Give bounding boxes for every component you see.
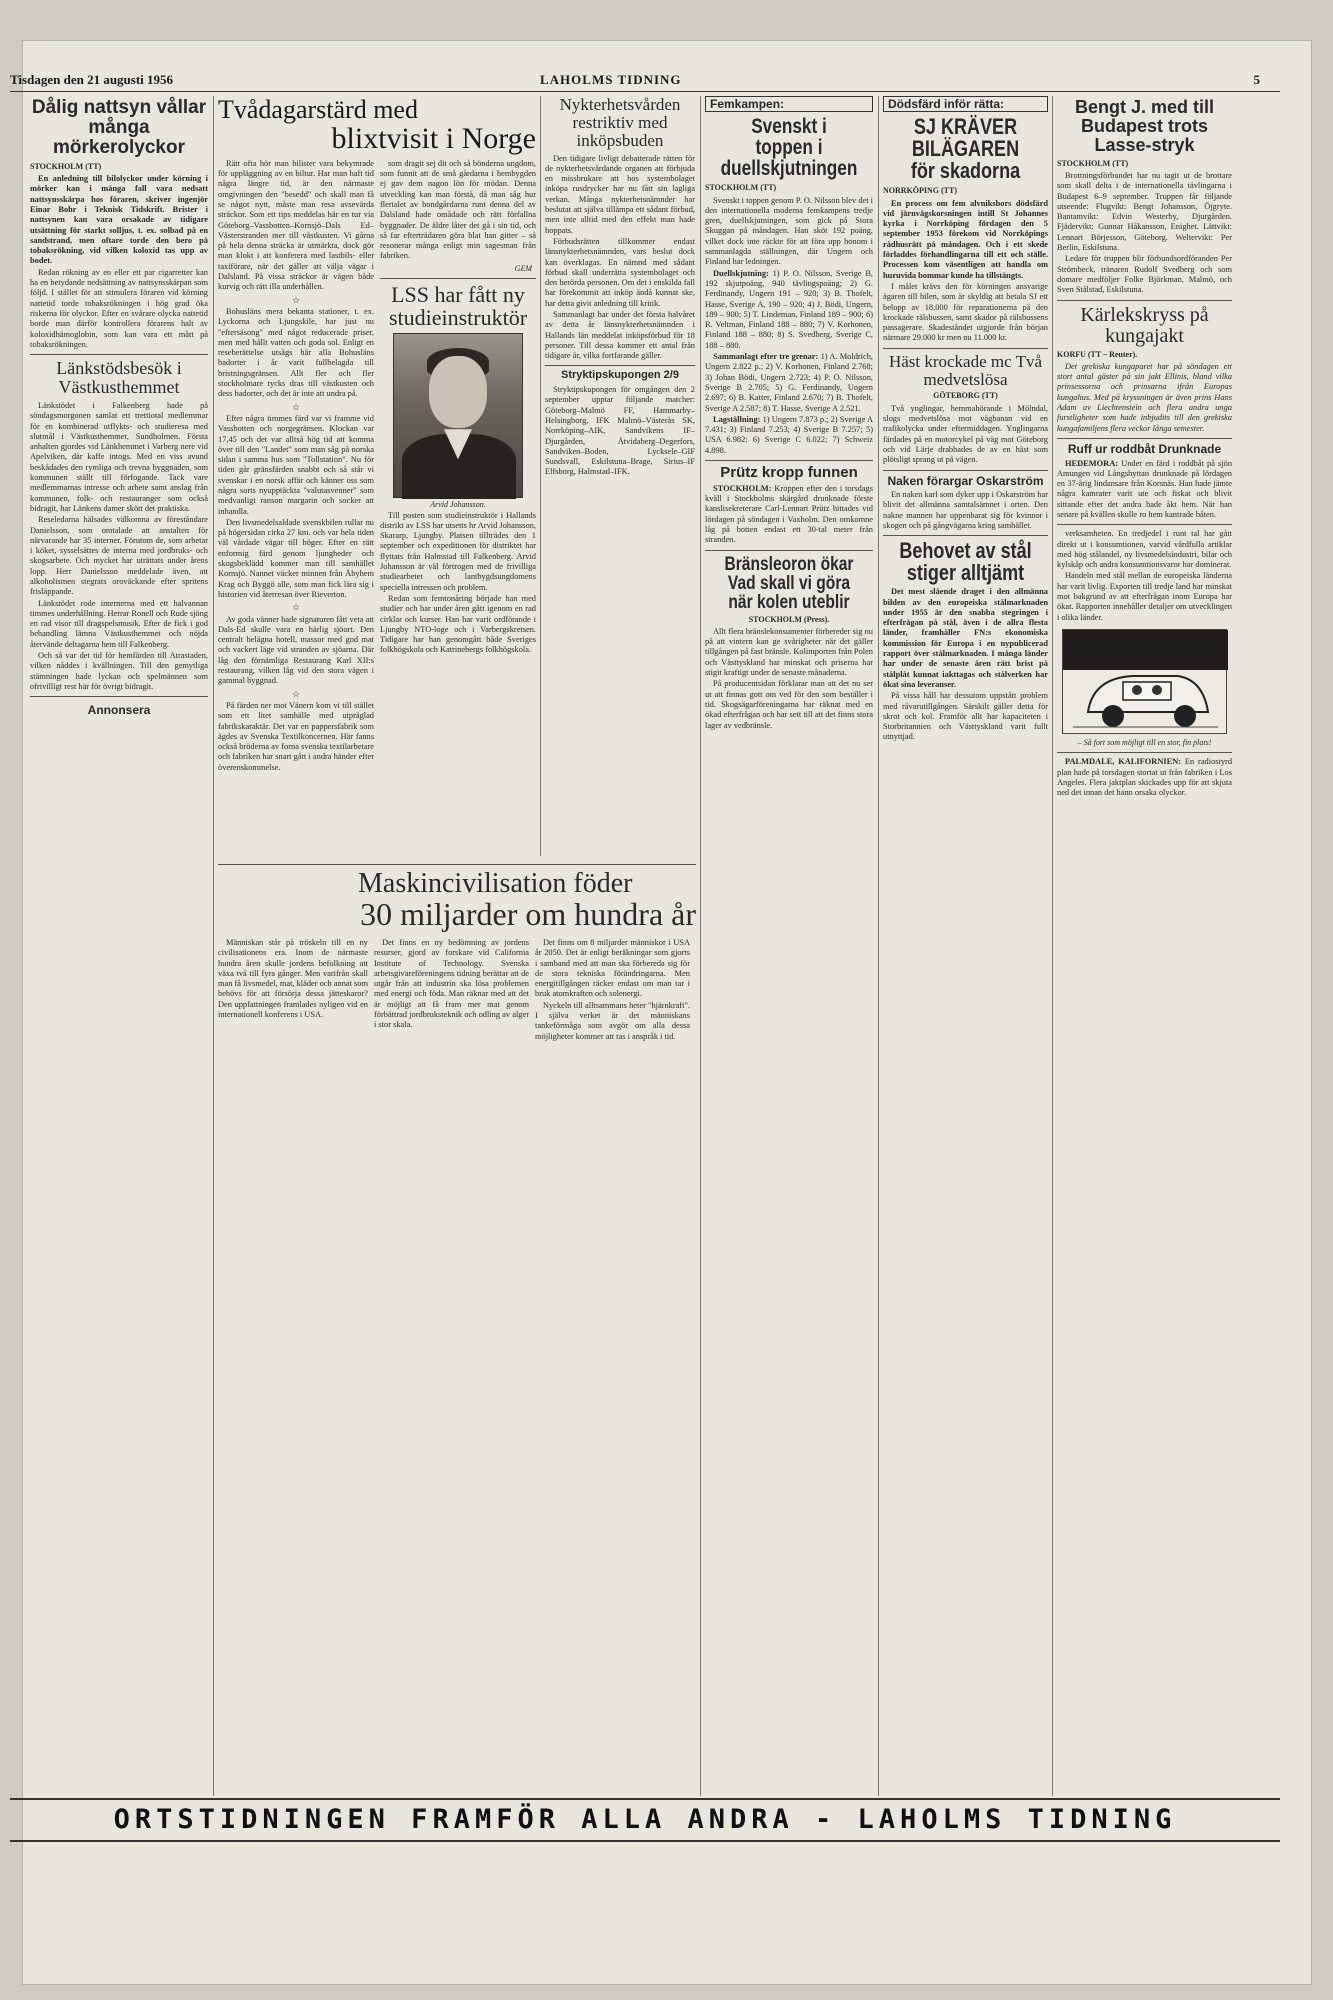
article-headline: LSS har fått ny studieinstruktör: [388, 282, 528, 331]
article-headline: Tvådagarstärd med: [218, 96, 418, 124]
article-body: Två ynglingar, hemmahörande i Mölndal, slogs medvetslösa mot vägbanan vid en trafikolycka under eftermiddagen. Ynglingarna färdades på en motorcykel på väg mot Göteborg och vid Lärje drabbades de av en häst som plötsligt sprang ut på vägen.: [883, 403, 1048, 465]
article-body: En radiostyrd plan hade på torsdagen stortat ut från fabriken i Los Angeles. Flera jaktplan skickades upp för att skjuta ned det innan det hann orsaka olyckor.: [1057, 757, 1232, 798]
article-body: Brottningsförbundet har nu tagit ut de brottare som skall delta i de internationella tävlingarna i Budapest 6–9 september. Truppen får följande utseende: Flugvikt: Bengt Johansson, Öjgryte. Bantamvikt: Edvin Westerby, Djurgården. Fjädervikt: Gunnar Håkansson, Enighet. Lättvikt: Lennart Börjesson, Göteborg. Weltervikt: Per Berlin, Eskilstuna.: [1057, 170, 1232, 253]
divider: [1057, 524, 1232, 525]
article-body: Stryktipskupongen för omgången den 2 september upptar följande matcher: Göteborg–Malmö FF, Hammarby–Helsingborg, IFK Malmö–Västerås SK, Norrköping–AIK, Sandvikens IF–Djurgården, Åtvidaberg–Degerfors, Sandviken–Boden, Lycksele–GIF Sundsvall, Eskilstuna–Brage, Sirius–IF Elfsborg, Halmstad–IFK.: [545, 385, 695, 477]
article-headline: Naken förargar Oskarström: [887, 473, 1044, 488]
column-5: [883, 96, 1048, 1786]
divider: [218, 864, 696, 865]
column-6: [1057, 96, 1232, 1786]
issue-date: Tisdagen den 21 augusti 1956: [10, 72, 174, 87]
article-headline: Maskincivilisation föder: [358, 868, 633, 899]
article-body: Den livsmedelsaldade svenskbilen rullar nu på högersidan cirka 27 km. och var hela tiden väl vårdade vägar till höger. Efter en rätt enformig färd genom ljungheder och skogsbeklädd kommer man till samhället Kornsjö. Nannet väcker minnen från Åbyhem Krag och Byggö alle, som man fick lära sig i historien vid återresan över Rieverton.: [218, 517, 374, 599]
column-rule: [213, 96, 214, 1796]
article-headline: Stryktipskupongen 2/9: [561, 369, 679, 382]
article-body: En naken karl som dyker upp i Oskarström har blivit det allmänna samtalsämnet i orten. Den nakne mannen har uppenbarat sig för kvinnor i skogen och på gångvägarna kring samhället.: [883, 490, 1048, 530]
article-headline: Bengt J. med till Budapest trots Lasse-stryk: [1074, 97, 1215, 155]
results-text: 1) Ungern 7.873 p.; 2) Sverige A 7.431; 3) Finland 7.253; 4) Sverige B 7.257; 5) USA 6.982; 6) Sverige C 6.022; 7) Schweiz 4.898.: [705, 414, 873, 455]
article-body: Ledare för truppen blir förbundsordföranden Per Strömbeck, tränaren Rudolf Svedberg och som domare medföljer Folke Björkman, Malmö, och Sven Stålstad, Eskilstuna.: [1057, 254, 1232, 295]
car-cartoon: [1062, 629, 1227, 734]
article-kicker: Femkampen:: [705, 96, 873, 112]
article-byline: GÖTEBORG (TT): [933, 391, 998, 401]
article-byline: STOCKHOLM (TT): [1057, 158, 1129, 168]
article-body: Bohusläns mera bekanta stationer, t. ex. Lyckorna och Ljungskile, har just nu "eftersäsong" med något reducerade priser, men med hållt vatten och goda sol. Enligt en reseberättelse utsågs här alla Bohusläns badorter i år varit fullbelagda till bristningsgränsen. Allt fler och fler stockholmare tycks dras till västkusten och dess badorter, och det är inte att undra på.: [218, 306, 374, 399]
article-lead: En process om fem alvniksbors dödsfärd vid järnvägskorsningen intill St Johannes kyrka i Norrköping fördagen den 5 september 1953 förekom vid Norrköpings rådhusrätt på måndagen. Och i ett skede förladdes förhandlingarna till ett och ställe. Processen kom väsentligen att handla om huruvida bommar kunde ha tillstängts.: [883, 198, 1048, 280]
divider: [545, 365, 695, 366]
article-byline: STOCKHOLM (TT): [705, 183, 777, 193]
article-body: I målet krävs den för körningen ansvarige ägaren till bilen, som är skyldig att betala SJ ett belopp av 18.000 för reparationerna på den krockade rälsbussen, samt skador på rälsbussens passagerare. Skadeståndet utgjorde från början närmare 29.000 kr men nu 11.000 kr.: [883, 281, 1048, 343]
article-byline: NORRKÖPING (TT): [883, 186, 957, 196]
article-headline: Nykterhetsvården restriktiv med inköpsbuden: [559, 96, 681, 150]
article-body: Den tidigare livligt debatterade rätten för de nykterhetsvårdande organen att förbjuda en missbrukare att hos systembolaget inköpa rusdrycker har nu fått sin lagliga verkan. Många nykterhetsnämnder har beslutat att själva tillämpa ett sådant förbud, men inte alltid med den effekt man hade hoppats.: [545, 153, 695, 235]
divider: [883, 470, 1048, 471]
article-body: Efter några timmes färd var vi framme vid Vassbotten och norgegränsen. Klockan var 17,45 och det var alltså hög tid att komma över till den "Landet" som man såg på norska sidan i samma hus som "Tollstation". Nu för tiden går gränsfärden snabbt och så står vi svenskar i en norsk affär och känner oss som några sorts nyupptäckta "valutasvenner" som medvanligt ranson margarin och socker att inhandla.: [218, 413, 374, 516]
divider: [1057, 438, 1232, 439]
article-body: Allt flera bränslekonsumenter förbereder sig nu på att vintern kan ge svårigheter när det gäller tillgången på fast bränsle. Kolimporten från Polen och Västtyskland har minskat och priserna har stigit kraftigt under de senaste månaderna.: [705, 626, 873, 678]
article-body: Under en färd i roddbåt på sjön Amungen vid Långshyttan drunknade på lördagen en 37-årig lindansare från Korsnäs. Han hade jämte några kamrater varit ute och fiskat och blivit sittande efter det andra hade åkt hem. När han senare på kvällen skulle ro hem kantrade båten.: [1057, 458, 1232, 519]
article-body: Nyckeln till alltsammans heter "hjärnkraft". I själva verket är det människans tankeförmåga som avgör om alla dessa möjligheter kommer att tas i anspråk i tid.: [535, 1000, 690, 1041]
article-body: Det grekiska kungaparet har på söndagen ett stort antal gäster på sin jakt Ellinis, bland vilka prinsessorna och prinsarna ifrån Europas kungahus. Med på kryssningen är även prins Hans Adam av Liechtenstein och flera andra unga furstligheter som hade inbjudits till den grekiska kungafamiljens flera veckor långa semester.: [1057, 361, 1232, 433]
star-divider: ☆: [291, 602, 301, 613]
divider: [380, 278, 536, 279]
divider: [883, 348, 1048, 349]
star-divider: ☆: [291, 401, 301, 412]
article-kicker: Dödsfärd inför rätta:: [883, 96, 1048, 112]
results-heading: Duellskjutning:: [713, 268, 769, 278]
article-byline: STOCKHOLM:: [713, 483, 772, 493]
article-byline: STOCKHOLM (TT): [30, 161, 102, 171]
article-body: Av goda vänner hade signaturen fått veta att Dals-Ed skulle vara en härlig sjöort. Den centralt belägna hotell, massor med god mat och vackert läge vid stranden av sjöarna. Där låg den förnämliga Restaurang Karl XII:s restaurang, vilken låg vid den stora vägen i gammal byggnad.: [218, 614, 374, 686]
cartoon-caption: – Så fort som möjligt till en stor, fin plats!: [1077, 737, 1212, 747]
article-body: Länkstödet rode internerna med ett halvannan timmes underhållning. Herrar Ronell och Rude sjöng en rad visor till dragspelsmusik. Efter de fick i god behandling lämna Västkusthemmet och nöjda återvände deltagarna hem till Falkenberg.: [30, 598, 208, 649]
article-body: På färden ner mot Vänern kom vi till stället som ett litet samhälle med utpräglad fabrikskaraktär. Det var en pappersfabrik som ägdes av Svenska Textilkoncernen. Här fanns också bröderna av forna svenska textilarbetare och fabriken har snart gått i andra händer efter överenskommelse.: [218, 700, 374, 772]
divider: [30, 696, 208, 697]
article-headline: Häst krockade mc Två medvetslösa: [888, 351, 1043, 389]
article-body: Det finns om 8 miljarder människor i USA år 2050. Det är enligt beräkningar som gjorts i samband med att man ska förbereda sig för de stora tekniska förändringarna. Men energitillgången räcker endast om man tar i bruk atomkraften och solenergi.: [535, 937, 690, 999]
results-heading: Lagställning:: [713, 414, 761, 424]
announce-label: Annonsera: [87, 703, 151, 718]
article-lead: En anledning till bilolyckor under körning i mörker kan i många fall vara nedsatt nattsynsskärpa hos föraren, skriver ingenjör Einar Bohr i Teknisk Tidskrift. Brister i nattsynen kan vara orsakade av tidigare utsättning för starkt solljus, t. ex. solbad på en sandstrand, men oftare torde den bero på tobaksrökning, vid vilken koloxid tas upp av bodet.: [30, 174, 208, 266]
column-rule: [1052, 96, 1053, 1796]
article-byline: PALMDALE, KALIFORNIEN:: [1065, 757, 1182, 767]
article-body: Redan som femtonåring började han med studier och har under åren gått igenom en rad cirklar och kurser. Han har varit ordförande i Ljungby NTO-loge och i Varbergskretsen. Tidigare har han genomgått både Sveriges folkhögskola och Katrinebergs folkhögskola.: [380, 593, 536, 655]
article-byline: KORFU (TT – Reuter).: [1057, 349, 1138, 359]
photo-caption: Arvid Johansson.: [430, 500, 486, 510]
article-body: som dragit sej dit och så bönderna ungdom, som funnit att de små gårdarna i hembygden ej gav dem nagon lön för mödan. Denna utveckling kan man förstå, då man såg hur flertalet av bondgårdarna runt denna del av Dalsland hade omådade och rätt förfallna byggnader. De äldre låter det gå i sin tid, och så far efterträdaren göra blat han gitter – så resonerar många enligt min sagesman från fabriken.: [380, 158, 536, 261]
results-text: 1) P. O. Nilsson, Sverige B, 192 skjutpoäng, 940 tävlingspoäng; 2) G. Ferdinandy, Ungern 191 – 920; 3) B. Thofelt, Hasse, Sverige A, 190 – 920; 4) J. Bödi, Ungern, 189 – 900; 5) T. Lindeman, Finland 189 – 900; 6) R. Veltman, Finland 188 – 880; 7) V. Korhonen, Finland 188 – 880; 8) S. Svedberg, Sverige C, 188 – 880.: [705, 268, 873, 350]
article-headline: Kärlekskryss på kungajakt: [1080, 303, 1209, 347]
article-body: Svenskt i toppen genom P. O. Nilsson blev det i den internationella moderna femkampens tredje gren, duellskjutningen, som gick på Stora Skuggan på måndagen. Han sköt 192 poäng, vilket dock inte räckte för att föra upp honom i sammanlagda ställningen, där Ungern och Finland har ledningen.: [705, 195, 873, 267]
divider: [1057, 300, 1232, 301]
masthead: [10, 70, 1280, 92]
article-signature: GEM: [514, 263, 532, 273]
article-headline: Dålig nattsyn vållar många mörkerolyckor: [31, 97, 207, 158]
column-rule: [540, 96, 541, 856]
article-body: Kroppen efter den i torsdags kväll i Stockholms skärgård drunknade förste kanslisekreterare Carl-Lennart Prütz hittades vid lördagen på söndagen i Vaxholm. Den omkomne låg på botten endast ett 30-tal meter från stranden.: [705, 483, 873, 545]
column-rule: [700, 96, 701, 1796]
article-body: Handeln med stål mellan de europeiska länderna har varit livlig. Exporten till tredje land har minskat mot bakgrund av att efterfrågan inom Europa har ökat. Rapporten innehåller detaljer om utvecklingen i olika länder.: [1057, 571, 1232, 622]
results-heading: Sammanlagt efter tre grenar:: [713, 352, 819, 362]
article-headline: Svenskt i toppen i duellskjutningen: [720, 115, 858, 181]
article-body: På vissa håll har dessutom uppstått problem med råvarutillgången. Särskilt gäller detta för skrot och kol. Framför allt har kapaciteten i Storbritannien och Västtyskland varit fullt utnyttjad.: [883, 691, 1048, 742]
column-1: [30, 96, 208, 1786]
article-body: Det mest slående draget i den allmänna bilden av den europeiska stålmarknaden under 1955 är den snabba stegringen i efterfrågan på stål, även i de allra flesta länder, framhåller FN:s ekonomiska kommission för Europa i en nypublicerad rapport över stålmarknaden. I många länder har under de senaste åren rätt brist på stålplåt kunnat iakttagas och stålverken har ökat sina leveranser.: [883, 587, 1048, 689]
article-byline: STOCKHOLM (Press).: [748, 614, 830, 624]
star-divider: ☆: [291, 688, 301, 699]
paper-name: LAHOLMS TIDNING: [540, 72, 682, 87]
column-3: [545, 96, 695, 856]
article-headline: Behovet av stål stiger alltjämt: [899, 538, 1032, 586]
article-body: verksamheten. En tredjedel i runt tal har gått direkt ut i konsumtionen, varvid vårdfulla artiklar med hög stålandel, ny livsmedelsindustri, bilar och kylskåp och andra konsumtionsvaror har dominerat.: [1057, 529, 1232, 570]
article-headline: SJ KRÄVER BILÄGAREN för skadorna: [910, 114, 1021, 184]
results-text: 1) A. Moldrich, Ungern 2.822 p.; 2) V. Korhonen, Finland 2.768; 3) Johan Bödi, Ungern 2.723; 4) P. O. Nilsson, Sverige B 2.705; 5) G. Ferdinandy, Ungern 2.697; 6) B. Katter, Finland 2.670; 7) B. Thofelt, Sverige A 2.587; 8) T. Hasse, Sverige A 2.521.: [705, 352, 873, 413]
article-body: Och så var det tid för hemfärden till Atrastaden, vilken nåddes i kvällningen. Till den gemytliga stämningen hade lyckan och spelmännen som ofrivilligt rest här för övrigt bidragit.: [30, 651, 208, 691]
article-body: Redan rökning av en eller ett par cigarretter kan ha en betydande nedsättning av nattsynsskärpan som följd. I stället för att stimulera föraren vid körning nattetid torde tobaksrökningen i hög grad öka riskerna för olyckor. Efter en svårare olycka nattetid borde man därför kontrollera förarens halt av koloxidhämoglobin, som kan vara ett mått på tobaksrökningen.: [30, 267, 208, 349]
article-body: Reseledarna hälsades välkomna av föreståndare Danielsson, som omtalade att anstalten för närvarande har 35 interner. Förutom de, som arbetar i köket, sysselsättes de interna med jordbruks- och skogsarbete. Och mycket har uträttats under årens lopp. Herr Danielsson meddelade även, att alkoholismen stegrats oroväckande efter spritens frisläppande.: [30, 515, 208, 597]
article-headline: 30 miljarder om hundra år: [360, 896, 696, 933]
divider: [705, 460, 873, 461]
article-body: Till posten som studieinstruktör i Hallands distrikt av LSS har utsetts hr Arvid Johansson, Skararp, Ljungby. Platsen tillträdes den 1 september och expeditionen för distriktet har flyttats från Halmstad till Falkenberg. Arvid Johansson är väl förtrogen med de frivilliga studiearbetet och lantbygdsungdomens speciella intressen och problem.: [380, 510, 536, 592]
article-body: På producentsidan förklarar man att det nu ser ut att finnas gott om ved för den som beställer i tid. Skogsägarföreningarna har räknat med en ökad efterfrågan och har sett till att det finns stora lager av vedbränsle.: [705, 679, 873, 730]
article-body: Sammanlagt har under det första halvåret av detta år länsnykterhetsnämnden i Hallands län meddelat inköpsförbud för 18 personer. Till dessa kommer ett antal från tidigare år, vilka fortfarande gäller.: [545, 309, 695, 361]
article-body: Det finns en ny bedömning av jordens resurser, gjord av forskare vid California Institute of Technology. Svenska arbetsgivareföreningens tidning berättar att de utgår från att industrin ska lösa problemen med energi och föda. Man räknar med att det är möjligt att få fram mer mat genom förbättrad jordbruksteknik och odling av alger i stor skala.: [374, 937, 529, 1030]
article-body: Människan står på tröskeln till en ny civilisationens era. Inom de närmaste hundra åren skulle jordens befolkning att växa två till fyra gånger. Men varifrån skall man få livsmedel, mat, kläder och annat som behövs för att försörja dessa jätteskaror? Den uppfattningen framlades nyligen vid en internationell konferens i USA.: [218, 937, 369, 1020]
divider: [705, 550, 873, 551]
column-2: [218, 96, 536, 856]
article-headline: Bränsleoron ökar Vad skall vi göra när kolen uteblir: [724, 553, 854, 613]
divider: [883, 535, 1048, 536]
column-rule: [878, 96, 879, 1796]
article-body: Förbudsrätten tillkommer endast länsnykterhetsnämnden, vars beslut dock kan överklagas. En nämnd med sådant förbud skall underrätta systembolaget och den berörda personen. Om det i enskilda fall har förekommit att inköp ändå kunnat ske, har detta givit anledning till kritik.: [545, 236, 695, 308]
science-article: [218, 860, 696, 1790]
page-number: 5: [1253, 72, 1260, 87]
footer-banner: ORTSTIDNINGEN FRAMFÖR ALLA ANDRA - LAHOLMS TIDNING: [10, 1798, 1280, 1842]
portrait-photo: [393, 333, 523, 498]
article-body: Rätt ofta hör man bilister vara bekymrade för uppläggning av en biltur. Har man haft tid några längre tid, är den närmaste omgivningen den "besedd" och skall man få se något nytt, måste man resa avsevärda sträckor. Som ett tips meddelas här en tur via Göteborg–Vassbotten–Kornsjö–Dals Ed–Västerstranden mer till västkusten. Vi gårna på hela denna sträcka är utmärkta, dock gör man klokt i att konferera med lastbils- eller taxiförare, när det gäller att välja vägar i Dalsland. På vissa sträckor är vägen både kurvig och rätt illa underhållen.: [218, 158, 374, 292]
divider: [30, 354, 208, 355]
article-byline: HEDEMORA:: [1065, 458, 1119, 468]
article-headline: Ruff ur roddbåt Drunknade: [1067, 441, 1222, 456]
article-headline: Länkstödsbesök i Västkusthemmet: [56, 358, 182, 398]
article-headline: Prütz kropp funnen: [720, 464, 858, 482]
star-divider: ☆: [291, 294, 301, 305]
article-body: Länkstödet i Falkenberg hade på söndagsmorgonen samlat ett trettiotal medlemmar för en kombinerad utflykts- och studieresa med slutmål i Västkusthemmet, Sundholmen. Första anhalten gjordes vid Länkhemmet i Varberg nere vid Apelviken, där kaffe intogs. Med en viss avund beskådades den rymliga och trevna byggnaden, som kommunen ställt till förfogande. Tack vare medlemmarnas intresse och arbete samt anslag från kommunen, folk- och restauranger som också bidragit, har Länkens damer skött det praktiska.: [30, 400, 208, 513]
article-headline: blixtvisit i Norge: [331, 122, 536, 156]
divider: [1057, 752, 1232, 753]
column-4: [705, 96, 873, 1786]
